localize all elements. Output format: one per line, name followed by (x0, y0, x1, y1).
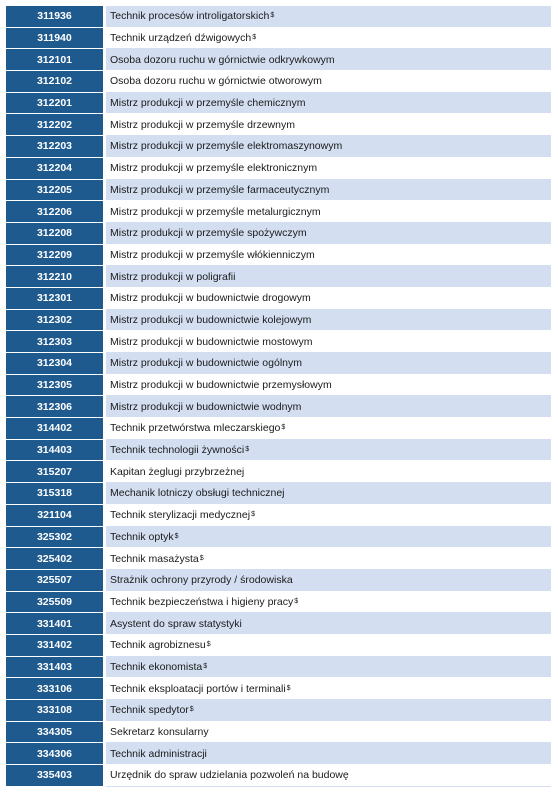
table-row (6, 396, 551, 418)
occupation-name: Technik procesów introligatorskich $ (106, 6, 551, 28)
occupation-code: 312210 (6, 266, 103, 288)
table-row (6, 136, 551, 158)
occupation-name-text: Mistrz produkcji w przemyśle farmaceutycznym (110, 183, 330, 196)
table-row (6, 6, 551, 28)
occupation-name-text: Technik spedytor (110, 704, 189, 717)
occupation-code: 315207 (6, 461, 103, 483)
occupation-name-text: Mistrz produkcji w przemyśle chemicznym (110, 97, 306, 110)
occupation-code: 312206 (6, 201, 103, 223)
occupation-name (106, 158, 551, 180)
occupation-name (106, 331, 551, 353)
table-row (6, 505, 551, 527)
occupation-name (106, 375, 551, 397)
occupation-code: 331401 (6, 613, 103, 635)
occupation-name: Technik masażysta $ (106, 548, 551, 570)
occupation-name: Technik przetwórstwa mleczarskiego $ (106, 418, 551, 440)
occupation-name-text: Technik sterylizacji medycznej (110, 509, 251, 522)
occupation-name-text: Mistrz produkcji w budownictwie przemysłowym (110, 379, 332, 392)
occupation-code: 314403 (6, 440, 103, 462)
occupation-name-text: Mistrz produkcji w przemyśle elektronicznym (110, 162, 318, 175)
occupation-code: 331402 (6, 635, 103, 657)
occupation-name-text: Technik procesów introligatorskich (110, 10, 270, 23)
occupation-name-text: Mistrz produkcji w przemyśle elektromaszynowym (110, 140, 343, 153)
table-row (6, 331, 551, 353)
occupation-name (106, 396, 551, 418)
occupation-code: 311940 (6, 28, 103, 50)
table-row (6, 635, 551, 657)
table-row (6, 49, 551, 71)
occupation-name-text: Mechanik lotniczy obsługi technicznej (110, 487, 285, 500)
table-row (6, 440, 551, 462)
occupation-code: 334305 (6, 722, 103, 744)
occupation-name: Technik ekonomista $ (106, 657, 551, 679)
occupation-name (106, 266, 551, 288)
table-row (6, 158, 551, 180)
occupation-name-text: Mistrz produkcji w poligrafii (110, 270, 236, 283)
occupation-name-text: Technik technologii żywności (110, 444, 245, 457)
table-row (6, 461, 551, 483)
occupation-code: 321104 (6, 505, 103, 527)
table-row (6, 353, 551, 375)
occupation-code: 312201 (6, 93, 103, 115)
occupation-name-text: Technik ekonomista (110, 660, 203, 673)
occupation-code: 312305 (6, 375, 103, 397)
occupation-name-text: Kapitan żeglugi przybrzeżnej (110, 465, 245, 478)
occupation-name-text: Mistrz produkcji w budownictwie kolejowym (110, 313, 312, 326)
occupation-code: 312102 (6, 71, 103, 93)
occupation-name (106, 743, 551, 765)
occupation-name-text: Mistrz produkcji w przemyśle metalurgicznym (110, 205, 321, 218)
occupation-code: 335403 (6, 765, 103, 787)
occupation-name: Technik sterylizacji medycznej $ (106, 505, 551, 527)
occupation-name-text: Asystent do spraw statystyki (110, 617, 242, 630)
occupation-code: 312303 (6, 331, 103, 353)
table-row (6, 71, 551, 93)
occupation-name-text: Urzędnik do spraw udzielania pozwoleń na budowę (110, 769, 349, 782)
occupation-code: 315318 (6, 483, 103, 505)
occupation-code: 325509 (6, 592, 103, 614)
occupation-code: 334306 (6, 743, 103, 765)
occupation-name-text: Technik eksploatacji portów i terminali (110, 682, 286, 695)
table-row (6, 375, 551, 397)
occupation-name: Technik spedytor $ (106, 700, 551, 722)
occupation-name-text: Osoba dozoru ruchu w górnictwie odkrywkowym (110, 53, 335, 66)
occupation-name-text: Sekretarz konsularny (110, 726, 209, 739)
table-row (6, 310, 551, 332)
occupation-code: 325507 (6, 570, 103, 592)
occupation-name-text: Strażnik ochrony przyrody / środowiska (110, 574, 293, 587)
table-row (6, 592, 551, 614)
occupation-code: 312205 (6, 180, 103, 202)
table-row (6, 114, 551, 136)
table-row (6, 288, 551, 310)
occupation-name (106, 722, 551, 744)
occupation-name: Technik eksploatacji portów i terminali $ (106, 678, 551, 700)
table-row (6, 570, 551, 592)
occupation-code: 312101 (6, 49, 103, 71)
occupation-name (106, 461, 551, 483)
occupation-name-text: Technik masażysta (110, 552, 199, 565)
occupation-name: Technik bezpieczeństwa i higieny pracy $ (106, 592, 551, 614)
table-row (6, 700, 551, 722)
occupation-name (106, 288, 551, 310)
occupation-code: 312304 (6, 353, 103, 375)
table-row (6, 548, 551, 570)
table-row (6, 201, 551, 223)
table-row (6, 743, 551, 765)
table-row (6, 722, 551, 744)
occupation-name (106, 613, 551, 635)
occupation-name (106, 93, 551, 115)
table-row (6, 418, 551, 440)
occupation-name-text: Technik urządzeń dźwigowych (110, 32, 252, 45)
occupation-code: 312203 (6, 136, 103, 158)
occupation-code: 325402 (6, 548, 103, 570)
occupation-name (106, 245, 551, 267)
occupation-name (106, 353, 551, 375)
occupation-code: 312204 (6, 158, 103, 180)
occupation-code: 314402 (6, 418, 103, 440)
occupation-name: Technik technologii żywności $ (106, 440, 551, 462)
occupation-name-text: Mistrz produkcji w budownictwie ogólnym (110, 357, 302, 370)
occupation-code: 333108 (6, 700, 103, 722)
occupation-code: 312301 (6, 288, 103, 310)
occupation-name (106, 310, 551, 332)
occupation-name-text: Technik optyk (110, 530, 174, 543)
occupation-name (106, 49, 551, 71)
occupation-name (106, 223, 551, 245)
occupation-code: 325302 (6, 527, 103, 549)
table-row (6, 223, 551, 245)
table-row (6, 28, 551, 50)
occupation-name-text: Technik agrobiznesu (110, 639, 206, 652)
occupation-name (106, 570, 551, 592)
table-row (6, 93, 551, 115)
occupation-name (106, 136, 551, 158)
occupation-code: 312209 (6, 245, 103, 267)
table-row (6, 483, 551, 505)
occupation-name-text: Mistrz produkcji w przemyśle drzewnym (110, 118, 295, 131)
occupation-name-text: Technik administracji (110, 747, 207, 760)
occupation-table (6, 6, 551, 787)
table-row (6, 245, 551, 267)
occupation-code: 311936 (6, 6, 103, 28)
table-row (6, 613, 551, 635)
table-row (6, 266, 551, 288)
table-row (6, 527, 551, 549)
occupation-name: Technik agrobiznesu $ (106, 635, 551, 657)
occupation-name: Technik optyk $ (106, 527, 551, 549)
occupation-name-text: Mistrz produkcji w budownictwie drogowym (110, 292, 311, 305)
occupation-name (106, 71, 551, 93)
occupation-name (106, 114, 551, 136)
table-row (6, 657, 551, 679)
occupation-code: 333106 (6, 678, 103, 700)
occupation-name-text: Mistrz produkcji w budownictwie mostowym (110, 335, 313, 348)
occupation-code: 312208 (6, 223, 103, 245)
occupation-code: 312302 (6, 310, 103, 332)
occupation-name-text: Mistrz produkcji w przemyśle spożywczym (110, 227, 307, 240)
occupation-code: 312202 (6, 114, 103, 136)
occupation-code: 312306 (6, 396, 103, 418)
table-row (6, 180, 551, 202)
occupation-name-text: Mistrz produkcji w przemyśle włókienniczym (110, 248, 315, 261)
occupation-name-text: Mistrz produkcji w budownictwie wodnym (110, 400, 302, 413)
occupation-name (106, 483, 551, 505)
occupation-name-text: Technik bezpieczeństwa i higieny pracy (110, 595, 294, 608)
table-row (6, 765, 551, 787)
occupation-name-text: Technik przetwórstwa mleczarskiego (110, 422, 281, 435)
occupation-name (106, 180, 551, 202)
occupation-name (106, 765, 551, 787)
occupation-name-text: Osoba dozoru ruchu w górnictwie otworowym (110, 75, 322, 88)
occupation-code: 331403 (6, 657, 103, 679)
occupation-name (106, 201, 551, 223)
occupation-name: Technik urządzeń dźwigowych $ (106, 28, 551, 50)
table-row (6, 678, 551, 700)
